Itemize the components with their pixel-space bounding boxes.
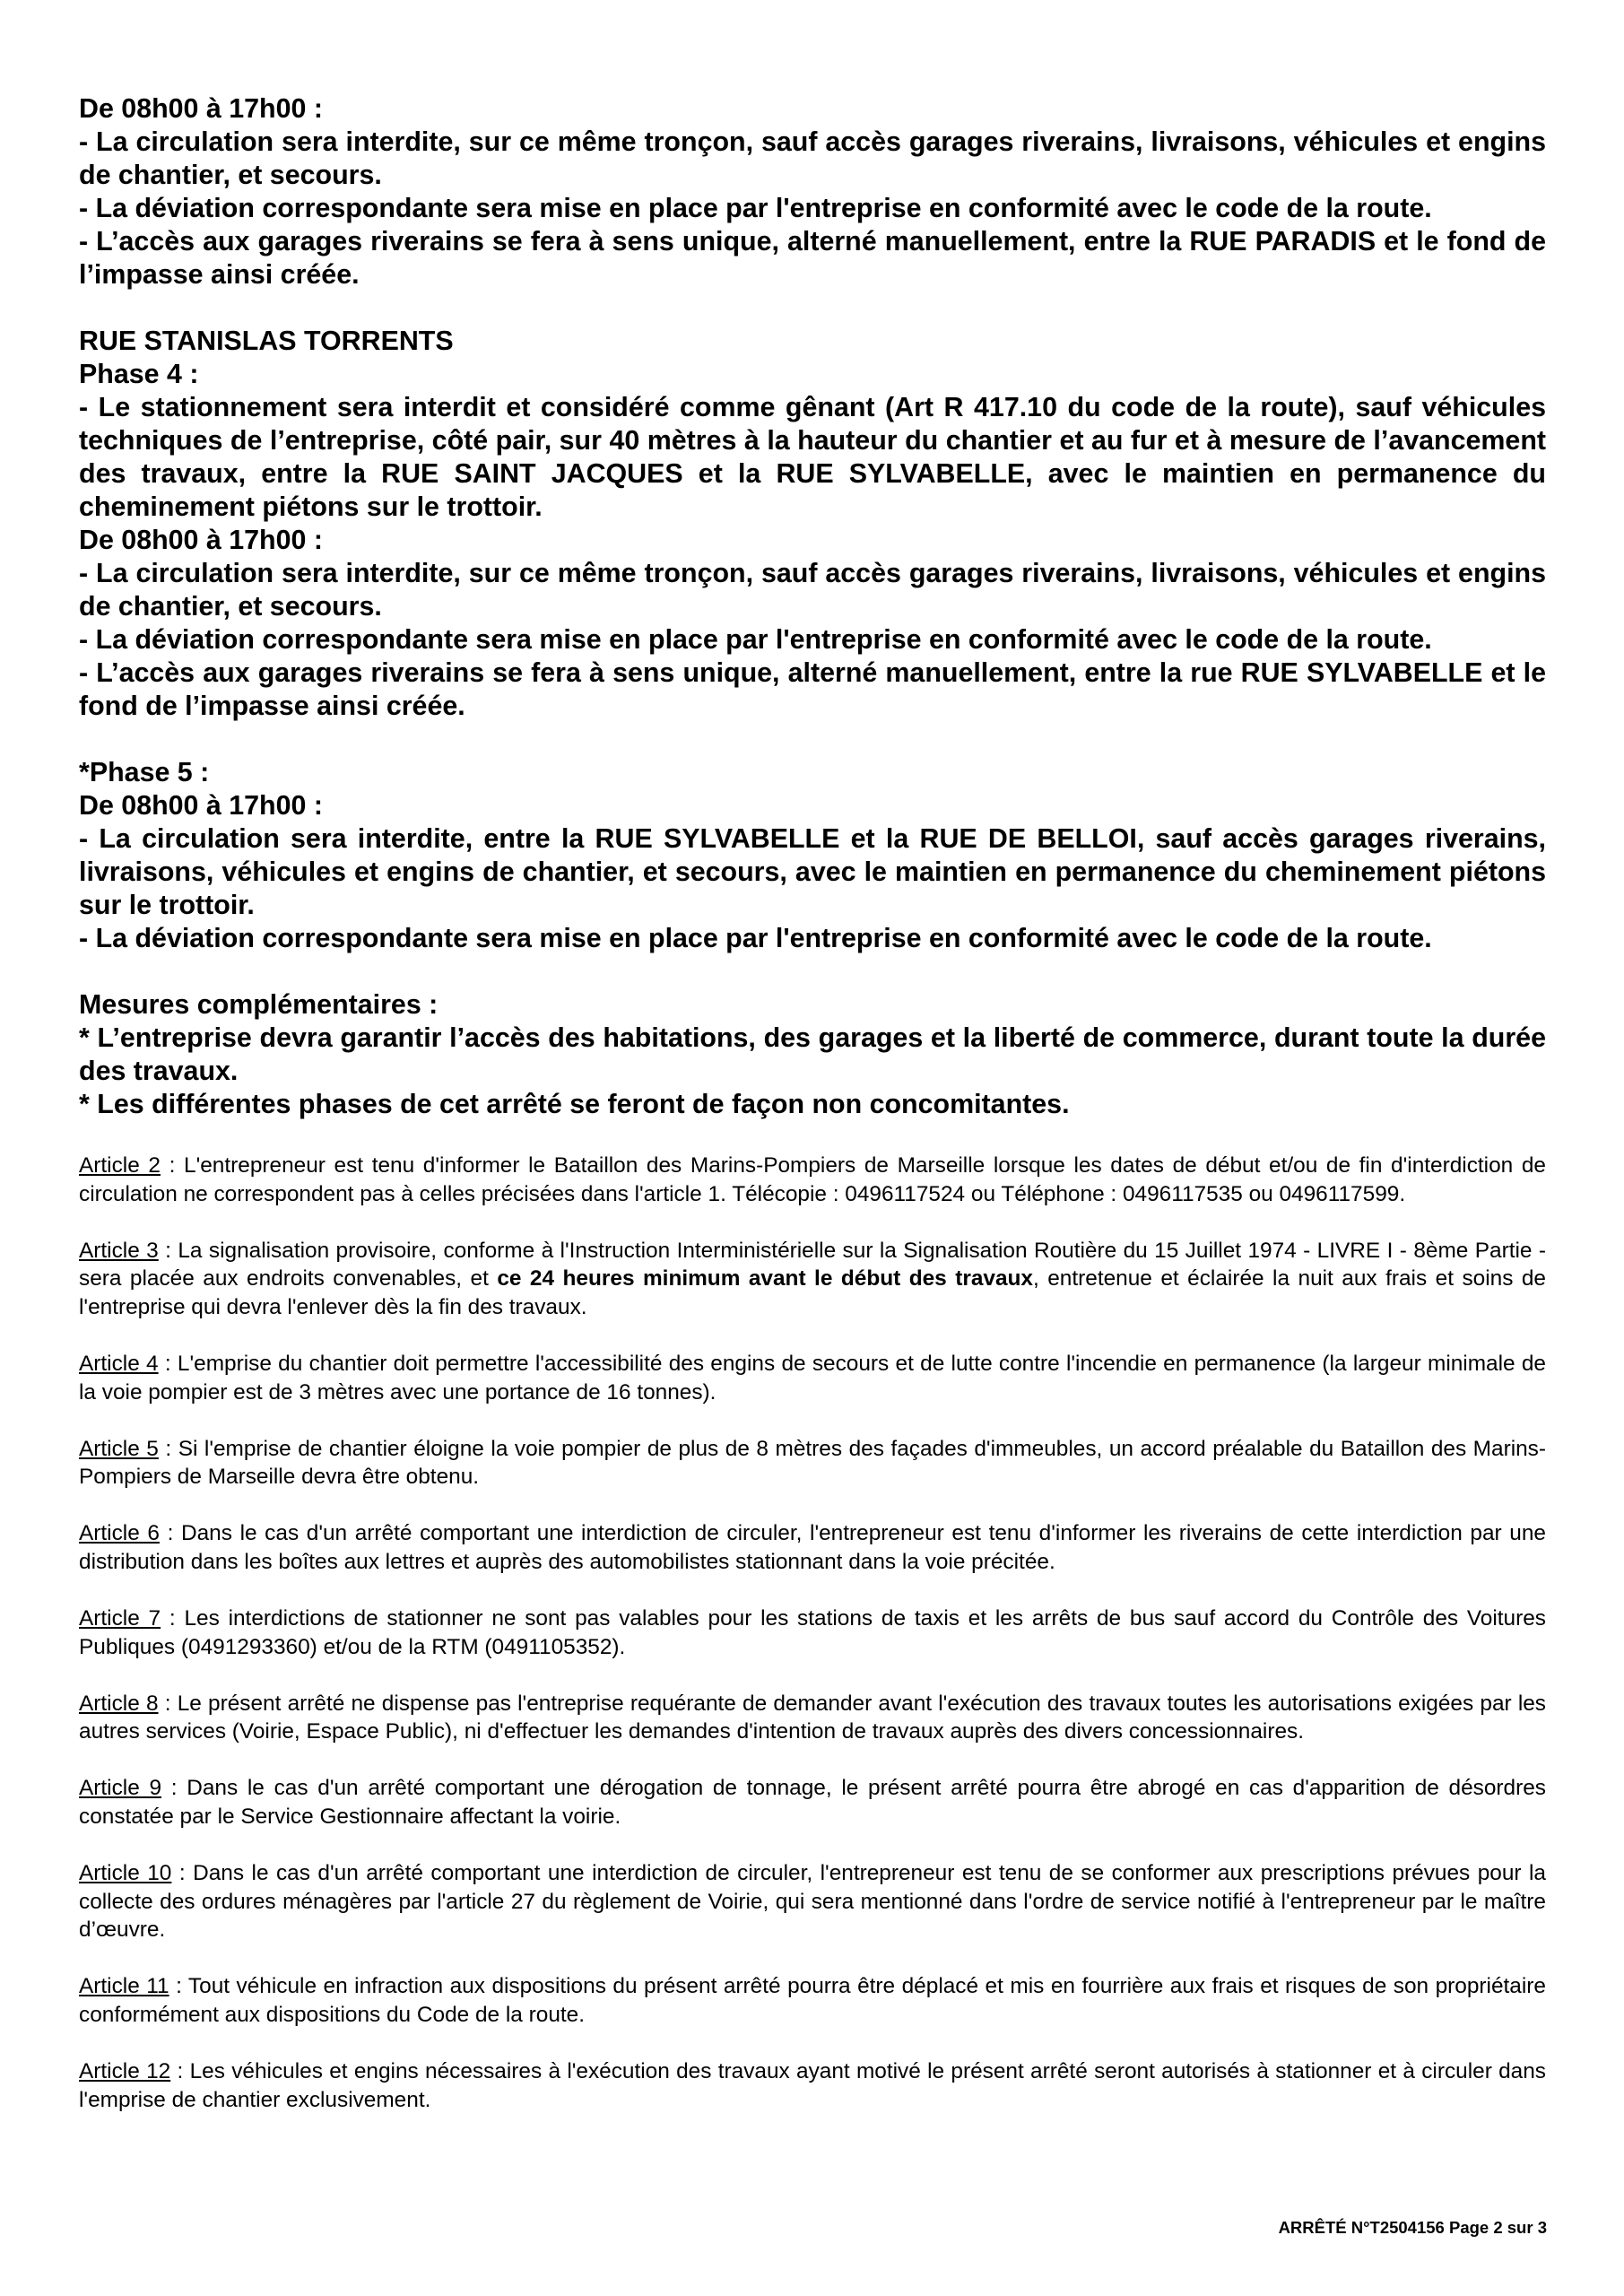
- article-6: [79, 1519, 1546, 1576]
- measure-line: - La circulation sera interdite, entre la RUE SYLVABELLE et la RUE DE BELLOI, sauf accès garages riverains, livraisons, véhicules et engins de chantier, et secours, avec le maintien en permanence du cheminement piétons sur le trottoir.: [79, 823, 1546, 920]
- schedule-heading: De 08h00 à 17h00 :: [79, 525, 323, 555]
- measure-line: - La circulation sera interdite, sur ce même tronçon, sauf accès garages riverains, livraisons, véhicules et engins de chantier, et secours.: [79, 126, 1546, 190]
- article-label: Article 11: [79, 1974, 169, 1999]
- article-5: [79, 1435, 1546, 1492]
- article-label: Article 9: [79, 1776, 162, 1801]
- article-9: [79, 1774, 1546, 1831]
- measure-line: - L’accès aux garages riverains se fera à sens unique, alterné manuellement, entre la rue RUE SYLVABELLE et le fond de l’impasse ainsi créée.: [79, 657, 1546, 721]
- article-text: : La signalisation provisoire, conforme à l'Instruction Interministérielle sur la Signalisation Routière du 15 Juillet 1974 - LIVRE I - 8ème Partie - sera placée aux endroits convenables, et: [79, 1238, 1546, 1292]
- page-footer: ARRÊTÉ N°T2504156 Page 2 sur 3: [1278, 2218, 1547, 2237]
- street-heading: RUE STANISLAS TORRENTS: [79, 326, 454, 356]
- article-text: : Les véhicules et engins nécessaires à l'exécution des travaux ayant motivé le présent arrêté seront autorisés à stationner et à circuler dans l'emprise de chantier exclusivement.: [79, 2059, 1547, 2112]
- paragraph-gap: [79, 955, 1546, 988]
- page-content: [79, 92, 1546, 2143]
- article-text: : Les interdictions de stationner ne sont pas valables pour les stations de taxis et les arrêts de bus sauf accord du Contrôle des Voitures Publiques (0491293360) et/ou de la RTM (0491105352).: [79, 1606, 1546, 1659]
- schedule-heading: De 08h00 à 17h00 :: [79, 790, 323, 821]
- article-label: Article 6: [79, 1521, 160, 1546]
- article-4: [79, 1350, 1546, 1406]
- article-7: [79, 1605, 1546, 1661]
- article-10: [79, 1859, 1546, 1944]
- article-label: Article 12: [79, 2059, 171, 2084]
- complementary-heading: Mesures complémentaires :: [79, 989, 439, 1020]
- article-2: [79, 1152, 1546, 1208]
- paragraph-gap: [79, 723, 1546, 756]
- article-text: : Dans le cas d'un arrêté comportant une interdiction de circuler, l'entrepreneur est tenu de se conformer aux prescriptions prévues pour la collecte des ordures ménagères par l'article 27 du règlement de Voirie, qui sera mentionné dans l'ordre de service notifié à l'entrepreneur par le maître d’œuvre.: [79, 1861, 1546, 1943]
- traffic-measures-section: [79, 92, 1546, 1121]
- article-label: Article 4: [79, 1351, 159, 1376]
- measure-line: - La déviation correspondante sera mise en place par l'entreprise en conformité avec le code de la route.: [79, 624, 1432, 655]
- article-text: : Dans le cas d'un arrêté comportant une interdiction de circuler, l'entrepreneur est tenu d'informer les riverains de cette interdiction par une distribution dans les boîtes aux lettres et auprès des automobilistes stationnant dans la voie précitée.: [79, 1521, 1546, 1574]
- measure-line: - La déviation correspondante sera mise en place par l'entreprise en conformité avec le code de la route.: [79, 923, 1432, 953]
- article-text: : Si l'emprise de chantier éloigne la voie pompier de plus de 8 mètres des façades d'immeubles, un accord préalable du Bataillon des Marins-Pompiers de Marseille devra être obtenu.: [79, 1436, 1546, 1490]
- measure-line: * Les différentes phases de cet arrêté se feront de façon non concomitantes.: [79, 1089, 1070, 1119]
- article-label: Article 3: [79, 1238, 159, 1263]
- article-label: Article 10: [79, 1861, 172, 1886]
- measure-line: - L’accès aux garages riverains se fera à sens unique, alterné manuellement, entre la RUE PARADIS et le fond de l’impasse ainsi créée.: [79, 226, 1546, 290]
- paragraph-gap: [79, 291, 1546, 325]
- article-8: [79, 1690, 1546, 1746]
- article-label: Article 7: [79, 1606, 161, 1631]
- article-emphasis: ce 24 heures minimum avant le début des travaux: [497, 1266, 1033, 1292]
- article-text: : Le présent arrêté ne dispense pas l'entreprise requérante de demander avant l'exécution des travaux toutes les autorisations exigées par les autres services (Voirie, Espace Public), ni d'effectuer les demandes d'intention de travaux auprès des divers concessionnaires.: [79, 1691, 1547, 1744]
- phase-heading: *Phase 5 :: [79, 757, 210, 787]
- measure-line: - La déviation correspondante sera mise en place par l'entreprise en conformité avec le code de la route.: [79, 193, 1432, 223]
- article-text: : Tout véhicule en infraction aux dispositions du présent arrêté pourra être déplacé et mis en fourrière aux frais et risques de son propriétaire conformément aux dispositions du Code de la route.: [79, 1974, 1546, 2027]
- article-label: Article 2: [79, 1153, 161, 1178]
- schedule-heading: De 08h00 à 17h00 :: [79, 93, 323, 124]
- article-3: [79, 1237, 1546, 1322]
- article-text: : Dans le cas d'un arrêté comportant une dérogation de tonnage, le présent arrêté pourra être abrogé en cas d'apparition de désordres constatée par le Service Gestionnaire affectant la voirie.: [79, 1776, 1546, 1829]
- measure-line: - Le stationnement sera interdit et considéré comme gênant (Art R 417.10 du code de la route), sauf véhicules techniques de l’entreprise, côté pair, sur 40 mètres à la hauteur du chantier et au fur et à mesure de l’avancement des travaux, entre la RUE SAINT JACQUES et la RUE SYLVABELLE, avec le maintien en permanence du cheminement piétons sur le trottoir.: [79, 392, 1546, 522]
- article-11: [79, 1972, 1546, 2029]
- article-label: Article 5: [79, 1436, 159, 1461]
- article-text: : L'entrepreneur est tenu d'informer le Bataillon des Marins-Pompiers de Marseille lorsque les dates de début et/ou de fin d'interdiction de circulation ne correspondent pas à celles précisées dans l'article 1. Télécopie : 0496117524 ou Téléphone : 0496117535 ou 0496117599.: [79, 1153, 1546, 1206]
- article-12: [79, 2057, 1546, 2114]
- articles-section: [79, 1152, 1546, 2114]
- measure-line: * L’entreprise devra garantir l’accès des habitations, des garages et la liberté de commerce, durant toute la durée des travaux.: [79, 1022, 1546, 1086]
- phase-heading: Phase 4 :: [79, 359, 199, 389]
- article-label: Article 8: [79, 1691, 159, 1716]
- measure-line: - La circulation sera interdite, sur ce même tronçon, sauf accès garages riverains, livraisons, véhicules et engins de chantier, et secours.: [79, 558, 1546, 622]
- article-text: : L'emprise du chantier doit permettre l'accessibilité des engins de secours et de lutte contre l'incendie en permanence (la largeur minimale de la voie pompier est de 3 mètres avec une portance de 16 tonnes).: [79, 1351, 1546, 1405]
- article-text: , entretenue et éclairée la nuit aux frais et soins de l'entreprise qui devra l'enlever dès la fin des travaux.: [79, 1266, 1546, 1319]
